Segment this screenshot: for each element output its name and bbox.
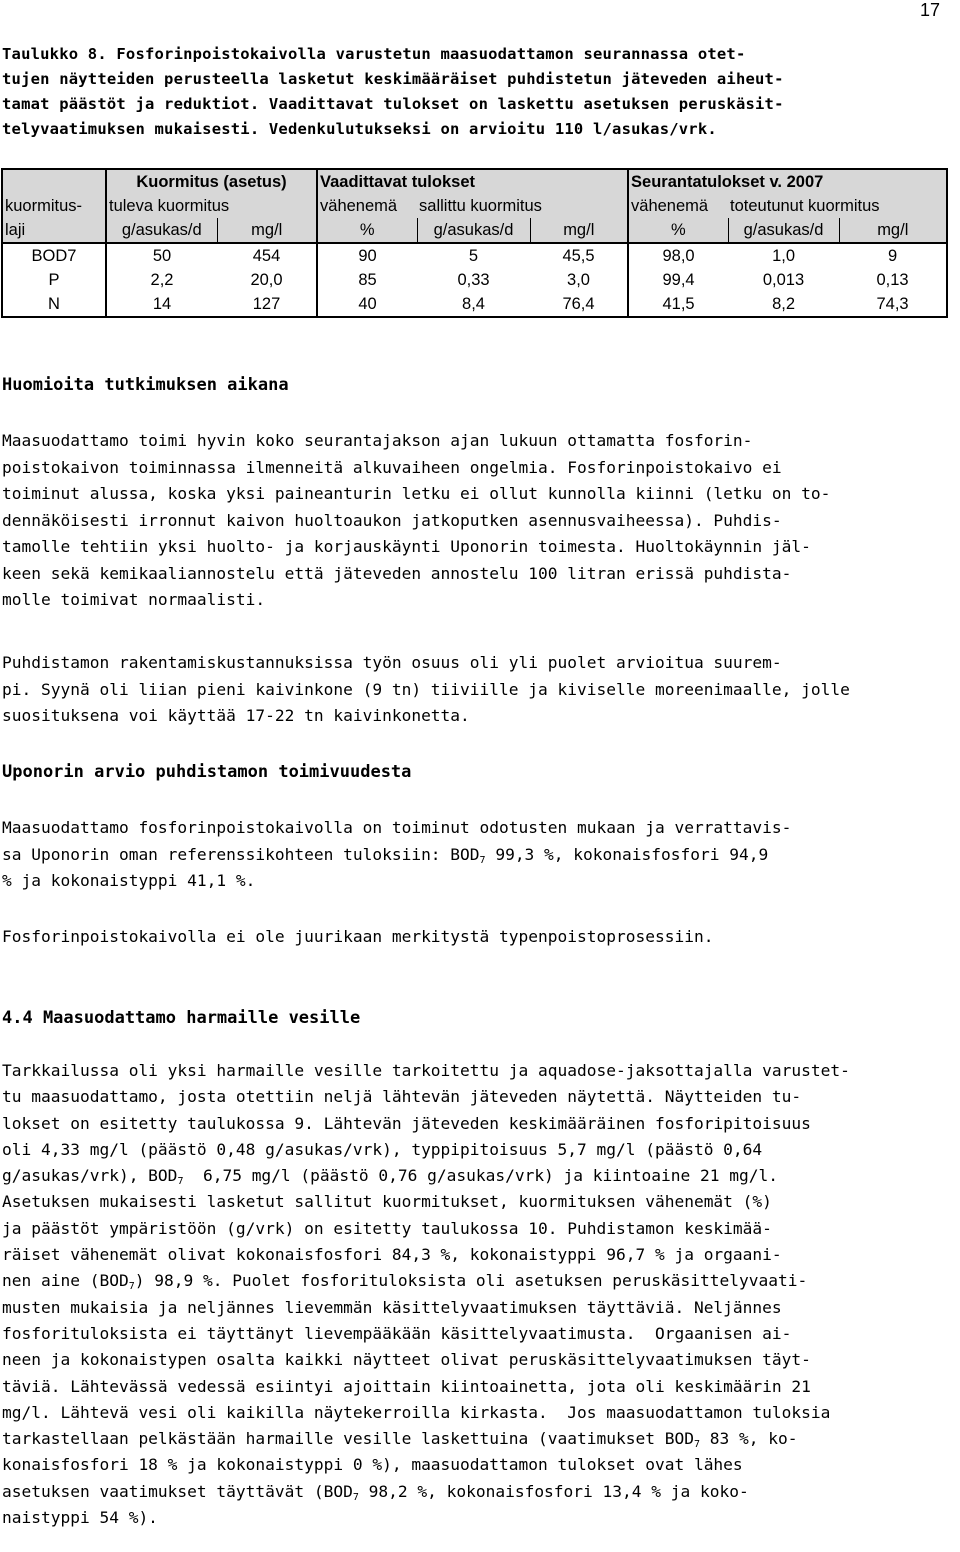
table-sub-header-row	[2, 194, 947, 218]
section-heading-uponor: Uponorin arvio puhdistamon toimivuudesta	[2, 762, 412, 782]
table-cell: 3,0	[530, 268, 628, 292]
table-cell: N	[2, 292, 106, 317]
header-kuormituslaji-top: kuormitus-	[2, 194, 106, 218]
unit-cell: %	[317, 218, 417, 243]
subscript: 7	[128, 1281, 135, 1293]
text-line: keen sekä kemikaaliannostelu että jäteveden annostelu 100 litran erissä puhdista-	[2, 563, 792, 583]
text-line: pi. Syynä oli liian pieni kaivinkone (9 tn) tiiviille ja kiviselle moreenimaalle, jolle	[2, 679, 850, 699]
caption-line: tamat päästöt ja reduktiot. Vaadittavat tulokset on laskettu asetuksen peruskäsit-	[2, 95, 784, 113]
text-line: Asetuksen mukaisesti lasketut sallitut kuormitukset, kuormituksen vähenemät (%)	[2, 1192, 772, 1212]
unit-cell: mg/l	[217, 218, 317, 243]
table-cell: 90	[317, 243, 417, 268]
header-kuormitus: Kuormitus (asetus)	[106, 169, 317, 194]
text-line: oli 4,33 mg/l (päästö 0,48 g/asukas/vrk), typpipitoisuus 5,7 mg/l (päästö 0,64	[2, 1139, 763, 1159]
text-line: neen ja kokonaistypen osalta kaikki näytteet olivat peruskäsittelyvaatimuksen täyt-	[2, 1350, 811, 1370]
text-line: räiset vähenemät olivat kokonaisfosfori 84,3 %, kokonaistyppi 96,7 % ja orgaani-	[2, 1245, 782, 1265]
subscript: 7	[352, 1491, 359, 1503]
subscript: 7	[177, 1176, 184, 1188]
text-line: % ja kokonaistyppi 41,1 %.	[2, 871, 256, 890]
text-line: fosforituloksista ei täyttänyt lievempääkään käsittelyvaatimusta. Orgaanisen ai-	[2, 1323, 792, 1343]
text-line: Maasuodattamo fosforinpoistokaivolla on toiminut odotusten mukaan ja verrattavis-	[2, 818, 792, 837]
table-cell: 74,3	[839, 292, 947, 317]
table-cell: 40	[317, 292, 417, 317]
text-line: musten mukaisia ja neljännes lievemmän käsittelyvaatimuksen täyttäviä. Neljännes	[2, 1297, 782, 1317]
text-line: suosituksena voi käyttää 17-22 tn kaivinkonetta.	[2, 706, 470, 725]
table-cell: 1,0	[728, 243, 839, 268]
table-cell: 45,5	[530, 243, 628, 268]
emissions-table	[1, 168, 948, 318]
page-number: 17	[920, 0, 941, 20]
header-tuleva-kuormitus: tuleva kuormitus	[106, 194, 317, 218]
unit-cell: g/asukas/d	[417, 218, 530, 243]
section-heading-huomioita: Huomioita tutkimuksen aikana	[2, 375, 289, 395]
table-caption	[2, 42, 952, 142]
table-units-row	[2, 218, 947, 243]
paragraph-uponor-2	[2, 924, 954, 951]
text-line: Maasuodattamo toimi hyvin koko seurantajakson ajan lukuun ottamatta fosforin-	[2, 431, 753, 450]
header-vaadittavat-vahenema: vähenemä	[317, 194, 417, 218]
table-cell: P	[2, 268, 106, 292]
text-line: täviä. Lähtevässä vedessä esiintyi ajoittain kiintoainetta, jota oli keskimäärin 21	[2, 1376, 811, 1396]
text-line: Tarkkailussa oli yksi harmaille vesille tarkoitettu ja aquadose-jaksottajalla varustet-	[2, 1061, 850, 1080]
caption-line: Taulukko 8. Fosforinpoistokaivolla varustetun maasuodattamon seurannassa otet-	[2, 45, 746, 63]
section-heading-harmaat: 4.4 Maasuodattamo harmaille vesille	[2, 1008, 361, 1028]
text-line: lokset on esitetty taulukossa 9. Lähtevän jäteveden keskimääräinen fosforipitoisuus	[2, 1113, 811, 1133]
table-group-header-row	[2, 169, 947, 194]
text-line: asetuksen vaatimukset täyttävät ($BOD_7$ 98,2 %, kokonaisfosfori 13,4 % ja koko-	[2, 1481, 749, 1503]
paragraph-uponor-1	[2, 815, 954, 895]
unit-cell: g/asukas/d	[106, 218, 217, 243]
text-line: dennäköisesti irronnut kaivon huoltoaukon jatkoputken asennusvaiheessa). Puhdis-	[2, 510, 782, 530]
text-line: molle toimivat normaalisti.	[2, 590, 266, 609]
table-cell: 50	[106, 243, 217, 268]
text-line: toiminut alussa, koska yksi paineanturin letku ei ollut kunnolla kiinni (letku on to-	[2, 484, 831, 503]
table-cell: 0,13	[839, 268, 947, 292]
table-cell: 98,0	[628, 243, 728, 268]
text-line: nen aine $(BOD_7)$ 98,9 %. Puolet fosforituloksista oli asetuksen peruskäsittelyvaati-	[2, 1271, 808, 1293]
unit-cell: mg/l	[839, 218, 947, 243]
header-kuormituslaji-bottom: laji	[2, 218, 106, 243]
table-cell: 41,5	[628, 292, 728, 317]
table-row	[2, 292, 947, 317]
table-cell: 99,4	[628, 268, 728, 292]
header-sallittu-kuormitus: sallittu kuormitus	[417, 194, 628, 218]
header-seuranta-vahenema: vähenemä	[628, 194, 728, 218]
text-line: ja päästöt ympäristöön (g/vrk) on esitetty taulukossa 10. Puhdistamon keskimää-	[2, 1218, 772, 1238]
subscript: 7	[479, 854, 486, 866]
unit-cell: %	[628, 218, 728, 243]
table-cell: 5	[417, 243, 530, 268]
table-cell: 127	[217, 292, 317, 317]
table-cell: 0,33	[417, 268, 530, 292]
text-line: naistyppi 54 %).	[2, 1508, 158, 1528]
unit-cell: mg/l	[530, 218, 628, 243]
table-cell: 85	[317, 268, 417, 292]
paragraph-huomioita-1	[2, 428, 954, 614]
text-line: konaisfosfori 18 % ja kokonaistyppi 0 %), maasuodattamon tulokset ovat lähes	[2, 1455, 743, 1475]
text-line: tamolle tehtiin yksi huolto- ja korjauskäynti Uponorin toimesta. Huoltokäynnin jäl-	[2, 537, 811, 556]
table-cell: 9	[839, 243, 947, 268]
table-row	[2, 268, 947, 292]
text-line: sa Uponorin oman referenssikohteen tuloksiin: $BOD_7$ 99,3 %, kokonaisfosfori 94,9	[2, 844, 769, 866]
text-line: tu maasuodattamo, josta otettiin neljä lähtevän jäteveden näytettä. Näytteiden tu-	[2, 1087, 802, 1107]
table-cell: 0,013	[728, 268, 839, 292]
table-cell: 76,4	[530, 292, 628, 317]
text-line: poistokaivon toiminnassa ilmenneitä alkuvaiheen ongelmia. Fosforinpoistokaivo ei	[2, 457, 782, 477]
unit-cell: g/asukas/d	[728, 218, 839, 243]
header-seuranta: Seurantatulokset v. 2007	[628, 169, 947, 194]
text-line: Puhdistamon rakentamiskustannuksissa työn osuus oli yli puolet arvioitua suurem-	[2, 653, 782, 672]
text-line: tarkastellaan pelkästään harmaille vesille laskettuina (vaatimukset $BOD_7$ 83 %, ko-	[2, 1429, 798, 1451]
caption-line: telyvaatimuksen mukaisesti. Vedenkulutukseksi on arvioitu 110 l/asukas/vrk.	[2, 120, 717, 138]
text-line: mg/l. Lähtevä vesi oli kaikilla näytekerroilla kirkasta. Jos maasuodattamon tuloksia	[2, 1402, 831, 1422]
table-cell: 8,4	[417, 292, 530, 317]
table-cell: 8,2	[728, 292, 839, 317]
caption-line: tujen näytteiden perusteella lasketut keskimääräiset puhdistetun jäteveden aiheut-	[2, 70, 784, 88]
text-line: Fosforinpoistokaivolla ei ole juurikaan merkitystä typenpoistoprosessiin.	[2, 927, 714, 946]
paragraph-harmaat	[2, 1058, 954, 1531]
table-cell: 14	[106, 292, 217, 317]
table-cell: 20,0	[217, 268, 317, 292]
subscript: 7	[693, 1439, 700, 1451]
header-toteutunut-kuormitus: toteutunut kuormitus	[728, 194, 947, 218]
table-cell: BOD7	[2, 243, 106, 268]
table-row	[2, 243, 947, 268]
text-line: g/asukas/vrk), $BOD_7$ 6,75 mg/l (päästö 0,76 g/asukas/vrk) ja kiintoaine 21 mg/l.	[2, 1166, 778, 1188]
header-vaadittavat: Vaadittavat tulokset	[317, 169, 628, 194]
table-cell: 2,2	[106, 268, 217, 292]
table-cell: 454	[217, 243, 317, 268]
paragraph-huomioita-2	[2, 650, 954, 730]
